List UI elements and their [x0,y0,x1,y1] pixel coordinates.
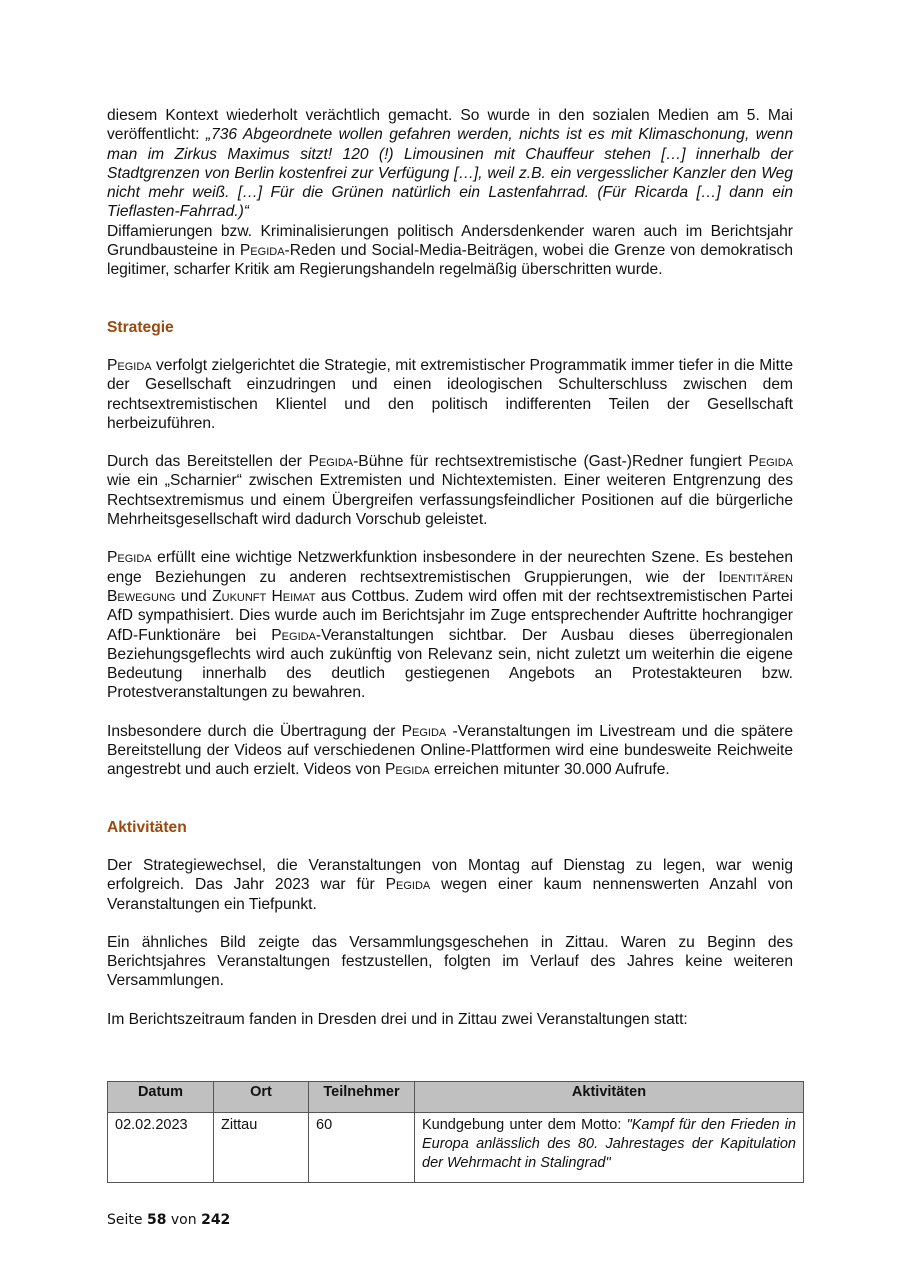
paragraph-strategie-3 [107,548,793,702]
org-name: Pegida [107,356,152,374]
heading-aktivitaeten: Aktivitäten [107,818,187,836]
text-span: Kundgebung unter dem Motto: [422,1117,627,1133]
header-teilnehmer: Teilnehmer [309,1082,415,1113]
text-span: -Veranstaltungen sichtbar. Der Ausbau dieses überregionalen Beziehungsgeflechts wird auch zukünftig von Relevanz sein, nicht zuletzt um weiterhin die eigene Bedeutung innerhalb des deutlich gestiegenen Angebots an Protestakteuren bzw. Protestveranstaltungen zu bewahren. [107,626,793,702]
text-span: erfüllt eine wichtige Netzwerkfunktion insbesondere in der neurechten Szene. Es bestehen enge Beziehungen zu anderen rechtsextremistischen Gruppierungen, wie der [107,549,793,586]
activities-table [107,1081,804,1183]
paragraph-diffamierungen [107,222,793,280]
org-name: Pegida [748,453,793,471]
table-row [108,1113,804,1183]
header-datum: Datum [108,1082,214,1113]
cell-ort: Zittau [214,1113,309,1183]
paragraph-strategie-2 [107,452,793,529]
org-name: Pegida [308,453,354,471]
text-span: Diffamierungen bzw. Kriminalisierungen politisch Andersdenkender waren auch im Berichtsjahr Grundbausteine in [107,222,793,260]
text-span: aus Cottbus. Zudem wird offen mit der rechtsextremistischen Partei AfD sympathisiert. Dies wurde auch im Berichtsjahr im Zuge entsprechender Auftritte hochrangiger AfD-Funktionäre bei [107,587,793,644]
org-name: Pegida [271,626,316,644]
paragraph-aktivitaeten-2: Ein ähnliches Bild zeigte das Versammlungsgeschehen in Zittau. Waren zu Beginn des Berichtsjahres Veranstaltungen festzustellen, folgten im Verlauf des Jahres keine weiteren Versammlungen. [107,933,793,990]
paragraph-strategie-1 [107,356,793,433]
text-span: Durch das Bereitstellen der [107,453,309,471]
document-body [107,106,793,1029]
text-span: wegen einer kaum nennenswerten Anzahl von Veranstaltungen ein Tiefpunkt. [107,876,793,913]
page-total: 242 [201,1212,231,1228]
quote-text: „736 Abgeordnete wollen gefahren werden, nichts ist es mit Klimaschonung, wenn man im Zirkus Maximus sitzt! 120 (!) Limousinen mit Chauffeur stehen […] innerhalb der Stadtgrenzen von Berlin kostenfrei zur Verfügung […], weil z.B. ein vergesslicher Kanzler den Weg nicht mehr weiß. […] Für die Grünen natürlich ein Lastenfahrrad. (Für Ricarda […] dann ein Tieflasten-Fahrrad.)“ [107,126,793,221]
paragraph-aktivitaeten-1 [107,856,793,914]
cell-datum: 02.02.2023 [108,1113,214,1183]
text-span: Insbesondere durch die Übertragung der [107,722,402,740]
header-aktivitaeten: Aktivitäten [415,1082,804,1113]
org-name: Pegida [401,722,447,740]
org-name: Pegida [239,242,285,260]
heading-strategie: Strategie [107,318,174,336]
text-span: Der Strategiewechsel, die Veranstaltungen von Montag auf Dienstag zu legen, war wenig erfolgreich. Das Jahr 2023 war für [107,856,793,894]
org-name: Identitären Bewegung [107,568,793,605]
text-span: -Veranstaltungen im Livestream und die spätere Bereitstellung der Videos auf verschiedenen Online-Plattformen wird eine bundesweite Reichweite angestrebt und auch erzielt. Videos von [107,722,793,779]
intro-text: diesem Kontext wiederholt verächtlich gemacht. So wurde in den sozialen Medien am 5. Mai veröffentlicht: [107,107,793,144]
paragraph-intro [107,106,793,222]
org-name: Pegida [385,876,431,894]
org-name: Pegida [107,549,152,567]
text-span: erreichen mitunter 30.000 Aufrufe. [429,761,670,779]
table-header-row [108,1082,804,1113]
page-number: 58 [146,1212,167,1228]
paragraph-aktivitaeten-3: Im Berichtszeitraum fanden in Dresden drei und in Zittau zwei Veranstaltungen statt: [107,1010,688,1028]
page-footer [107,1212,230,1228]
org-name: Pegida [384,761,430,779]
text-span: und [175,587,213,605]
cell-aktivitaeten [415,1113,804,1183]
text-span: verfolgt zielgerichtet die Strategie, mit extremistischer Programmatik immer tiefer in die Mitte der Gesellschaft einzudringen und einen ideologischen Schulterschluss zwischen dem rechtsextremistischen Klientel und den politisch indifferenten Teilen der Gesellschaft herbeizuführen. [107,356,793,432]
org-name: Zukunft Heimat [212,587,316,605]
text-span: von [170,1212,197,1228]
cell-teilnehmer: 60 [309,1113,415,1183]
text-span: -Bühne für rechtsextremistische (Gast-)Redner fungiert [353,453,749,471]
text-span: wie ein „Scharnier“ zwischen Extremisten und Nichtextemisten. Einer weiteren Entgrenzung des Rechtsextremismus und einem Übergreifen verfassungsfeindlicher Positionen auf die bürgerliche Mehrheitsgesellschaft wird dadurch Vorschub geleistet. [107,472,793,529]
paragraph-strategie-4 [107,722,793,780]
text-span: -Reden und Social-Media-Beiträgen, wobei die Grenze von demokratisch legitimer, scharfer Kritik am Regierungshandeln regelmäßig überschritten wurde. [107,242,793,279]
header-ort: Ort [214,1082,309,1113]
text-span: Seite [107,1212,143,1228]
motto-text: "Kampf für den Frieden in Europa anlässlich des 80. Jahrestages der Kapitulation der Wehrmacht in Stalingrad" [422,1117,796,1171]
